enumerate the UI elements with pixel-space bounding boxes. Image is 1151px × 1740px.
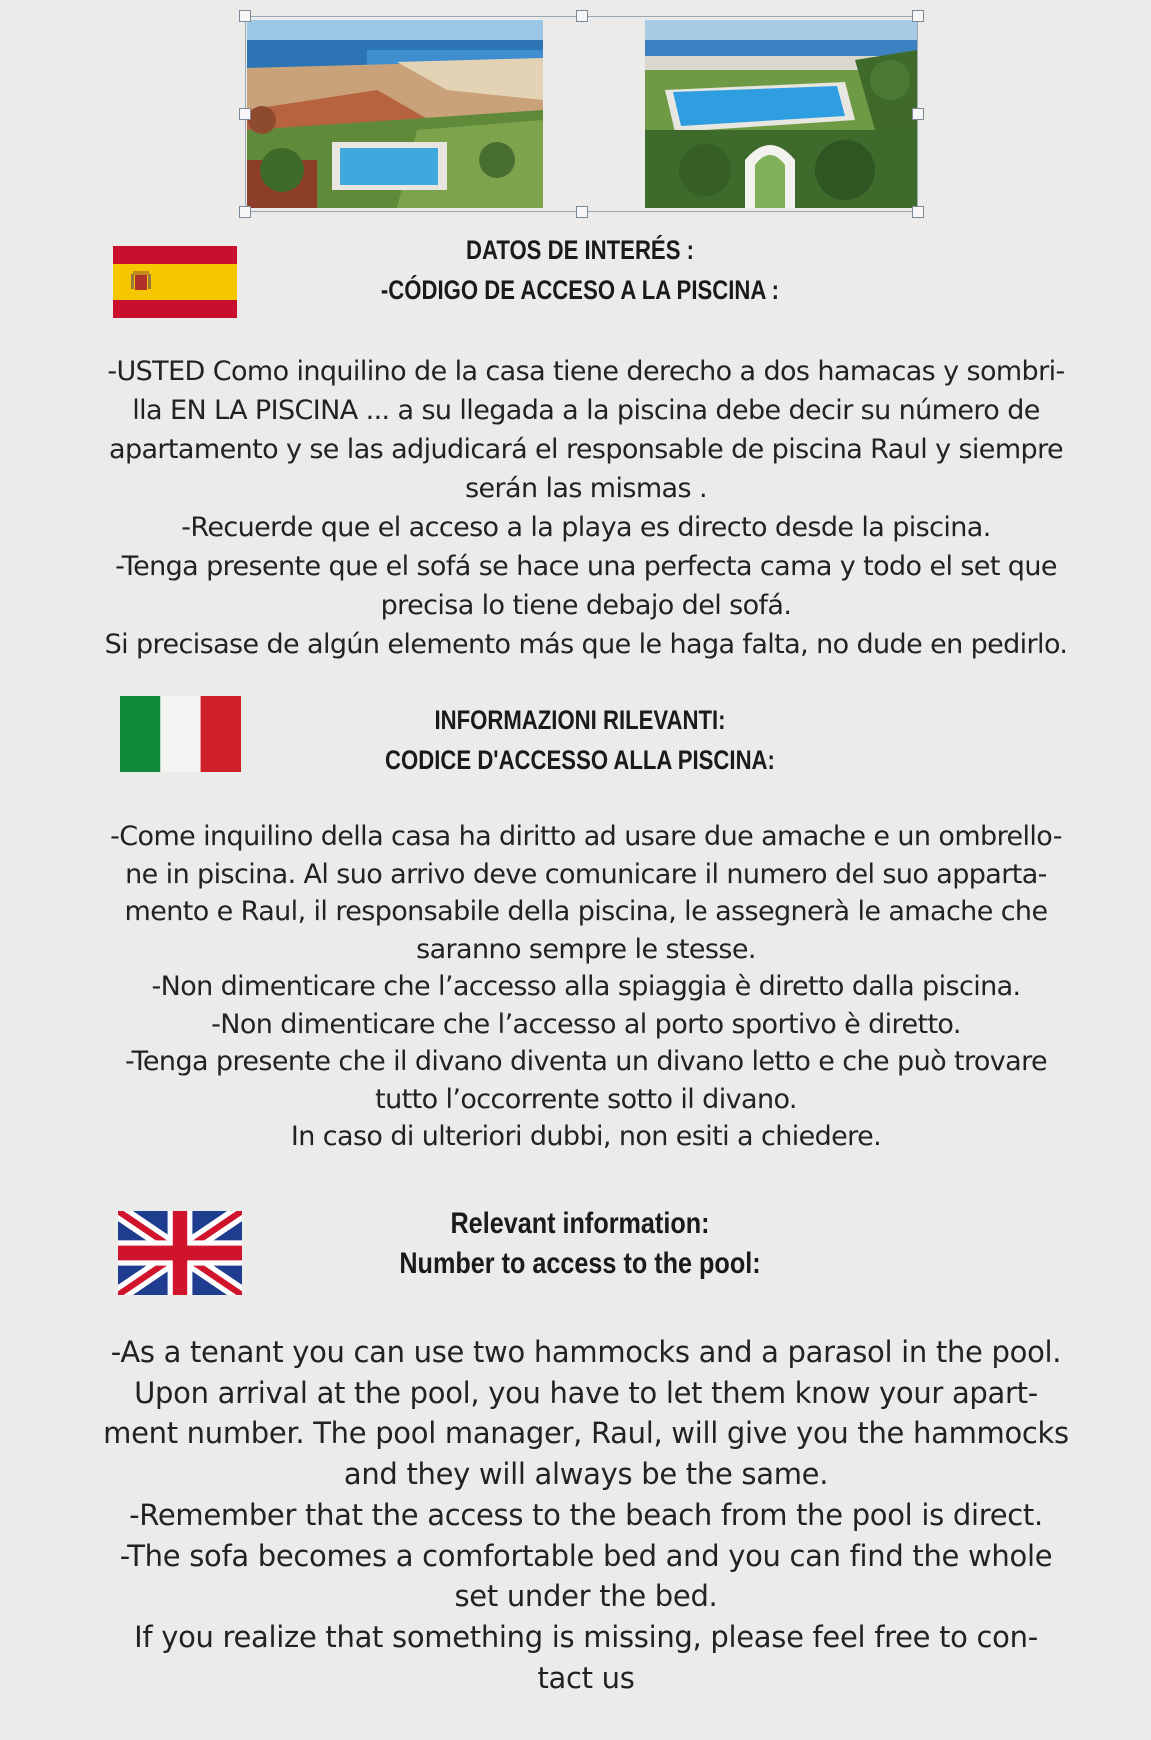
spanish-line-3: apartamento y se las adjudicará el responsable de piscina Raul y siempre	[109, 434, 1063, 465]
english-heading-line-1: Relevant information:	[450, 1207, 710, 1240]
english-line-7: set under the bed.	[454, 1579, 718, 1614]
english-line-1: -As a tenant you can use two hammocks and a parasol in the pool.	[110, 1335, 1062, 1369]
english-line-3: ment number. The pool manager, Raul, will give you the hammocks	[103, 1416, 1069, 1451]
italian-line-3: mento e Raul, il responsabile della piscina, le assegnerà le amache che	[124, 896, 1048, 927]
resize-handle-top-center[interactable]	[576, 10, 588, 22]
italian-line-8: tutto l’occorrente sotto il divano.	[375, 1083, 797, 1115]
english-line-8: If you realize that something is missing, please feel free to con-	[134, 1619, 1038, 1654]
english-paragraph	[36, 1332, 1136, 1698]
english-line-2: Upon arrival at the pool, you have to let them know your apart-	[134, 1375, 1038, 1410]
resize-handle-top-right[interactable]	[912, 10, 924, 22]
spain-flag-icon	[113, 246, 237, 318]
beach-pool-photo	[247, 20, 543, 208]
resize-handle-middle-right[interactable]	[912, 108, 924, 120]
spanish-line-4: serán las mismas .	[465, 473, 707, 504]
resize-handle-bottom-left[interactable]	[239, 206, 251, 218]
spanish-line-1: -USTED Como inquilino de la casa tiene derecho a dos hamacas y sombri-	[107, 356, 1065, 387]
italian-line-1: -Come inquilino della casa ha diritto ad usare due amache e un ombrello-	[110, 821, 1062, 852]
italian-heading-line-2: CODICE D'ACCESSO ALLA PISCINA:	[385, 745, 775, 775]
photo-strip[interactable]	[245, 16, 918, 212]
english-line-5: -Remember that the access to the beach from the pool is direct.	[129, 1497, 1043, 1532]
spanish-line-8: Si precisase de algún elemento más que le haga falta, no dude en pedirlo.	[104, 629, 1068, 660]
resize-handle-bottom-center[interactable]	[576, 206, 588, 218]
spanish-line-6: -Tenga presente que el sofá se hace una perfecta cama y todo el set que	[115, 551, 1057, 582]
italian-line-7: -Tenga presente che il divano diventa un divano letto e che può trovare	[124, 1046, 1048, 1077]
italian-line-4: saranno sempre le stesse.	[416, 933, 756, 965]
spanish-heading-line-1: DATOS DE INTERÉS :	[466, 235, 694, 265]
english-line-9: tact us	[537, 1660, 635, 1695]
italian-paragraph	[36, 818, 1136, 1156]
spanish-line-2: lla EN LA PISCINA ... a su llegada a la piscina debe decir su número de	[132, 395, 1040, 426]
spanish-heading-line-2: -CÓDIGO DE ACCESO A LA PISCINA :	[380, 275, 780, 305]
english-line-4: and they will always be the same.	[343, 1457, 829, 1492]
spanish-paragraph	[36, 352, 1136, 664]
spanish-line-5: -Recuerde que el acceso a la playa es directo desde la piscina.	[181, 512, 991, 543]
italian-heading	[305, 700, 854, 780]
italian-line-9: In caso di ulteriori dubbi, non esiti a chiedere.	[290, 1121, 882, 1152]
italian-line-5: -Non dimenticare che l’accesso alla spiaggia è diretto dalla piscina.	[151, 971, 1021, 1002]
english-line-6: -The sofa becomes a comfortable bed and you can find the whole	[119, 1538, 1053, 1573]
uk-flag-icon	[118, 1211, 242, 1295]
resize-handle-bottom-right[interactable]	[912, 206, 924, 218]
resize-handle-middle-left[interactable]	[239, 108, 251, 120]
english-heading	[299, 1204, 862, 1284]
pool-garden-photo	[645, 20, 917, 208]
spanish-line-7: precisa lo tiene debajo del sofá.	[380, 590, 792, 621]
spanish-heading	[305, 230, 854, 310]
resize-handle-top-left[interactable]	[239, 10, 251, 22]
italian-line-6: -Non dimenticare che l’accesso al porto sportivo è diretto.	[211, 1008, 961, 1040]
italian-line-2: ne in piscina. Al suo arrivo deve comunicare il numero del suo apparta-	[125, 858, 1047, 890]
italy-flag-icon	[120, 696, 241, 772]
italian-heading-line-1: INFORMAZIONI RILEVANTI:	[434, 705, 726, 735]
english-heading-line-2: Number to access to the pool:	[399, 1247, 761, 1280]
